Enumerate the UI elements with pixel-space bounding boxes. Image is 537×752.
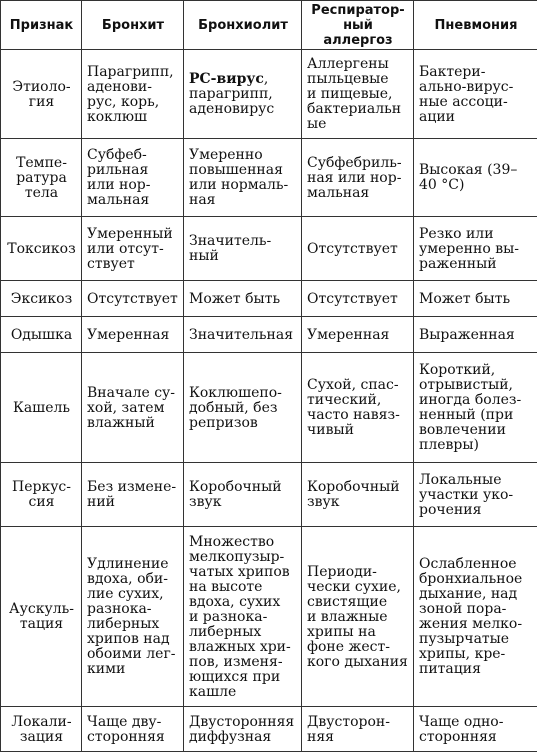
- table-cell-bronchiolitis: Множество мелкопузыр- чатых хрипов на высоте вдоха, сухих и разнока- либерных влажных хри- пов, изменя- ющихся при кашле: [184, 527, 302, 707]
- bronchiolitis-etiology-rest: , парагрипп, аденовирус: [189, 71, 274, 117]
- table-row-etiology: [1, 50, 537, 139]
- table-cell-bronchitis: Вначале су- хой, затем влажный: [82, 353, 184, 463]
- table-cell-pneumonia: Может быть: [414, 281, 537, 317]
- table-row-auscultation: [1, 527, 537, 707]
- table-cell-bronchiolitis: Двусторонняя диффузная: [184, 707, 302, 752]
- table-row-toxicosis: [1, 217, 537, 281]
- table-cell-pneumonia: Локальные участки уко- рочения: [414, 463, 537, 527]
- table-cell-bronchiolitis: Значительная: [184, 317, 302, 353]
- table-cell-respiratory-allergosis: Аллергены пыльцевые и пищевые, бактериальные: [302, 50, 414, 139]
- header-bronchiolitis: Бронхиолит: [184, 1, 302, 50]
- table-cell-respiratory-allergosis: Умеренная: [302, 317, 414, 353]
- table-cell-bronchitis: Удлинение вдоха, оби- лие сухих, разнока- либерных хрипов над обоими лег- кими: [82, 527, 184, 707]
- table-row-exicosis: [1, 281, 537, 317]
- table-cell-bronchitis: Умеренный или отсут- ствует: [82, 217, 184, 281]
- row-feature-label: Перкус- сия: [1, 463, 82, 527]
- row-feature-label: Темпе- ратура тела: [1, 139, 82, 217]
- table-cell-pneumonia: Бактери- ально-вирус- ные ассоци- ации: [414, 50, 537, 139]
- table-cell-pneumonia: Резко или умеренно вы- раженный: [414, 217, 537, 281]
- header-respiratory-allergosis: Респиратор- ный аллергоз: [302, 1, 414, 50]
- table-cell-bronchitis: Чаще дву- сторонняя: [82, 707, 184, 752]
- row-feature-label: Локали- зация: [1, 707, 82, 752]
- row-feature-label: Кашель: [1, 353, 82, 463]
- rs-virus-bold-text: РС-вирус: [189, 71, 264, 87]
- table-cell-respiratory-allergosis: Отсутствует: [302, 281, 414, 317]
- table-cell-bronchiolitis: [184, 50, 302, 139]
- table-cell-pneumonia: Высокая (39– 40 °С): [414, 139, 537, 217]
- table-cell-respiratory-allergosis: Двусторон- няя: [302, 707, 414, 752]
- row-feature-label: Эксикоз: [1, 281, 82, 317]
- table-cell-bronchitis: Без измене- ний: [82, 463, 184, 527]
- table-cell-respiratory-allergosis: Субфебриль- ная или нор- мальная: [302, 139, 414, 217]
- table-cell-respiratory-allergosis: Коробочный звук: [302, 463, 414, 527]
- table-cell-respiratory-allergosis: Отсутствует: [302, 217, 414, 281]
- row-feature-label: Аускуль- тация: [1, 527, 82, 707]
- table-cell-pneumonia: Короткий, отрывистый, иногда болез- ненный (при вовлечении плевры): [414, 353, 537, 463]
- table-row-percussion: [1, 463, 537, 527]
- header-feature: Признак: [1, 1, 82, 50]
- table-cell-bronchitis: Умеренная: [82, 317, 184, 353]
- table-cell-bronchitis: Парагрипп, аденови- рус, корь, коклюш: [82, 50, 184, 139]
- table-cell-pneumonia: Чаще одно- сторонняя: [414, 707, 537, 752]
- table-cell-pneumonia: Выраженная: [414, 317, 537, 353]
- row-feature-label: Этиоло- гия: [1, 50, 82, 139]
- table-cell-respiratory-allergosis: Периоди- чески сухие, свистящие и влажные хрипы на фоне жест- кого дыхания: [302, 527, 414, 707]
- header-pneumonia: Пневмония: [414, 1, 537, 50]
- header-bronchitis: Бронхит: [82, 1, 184, 50]
- table-cell-bronchiolitis: Значитель- ный: [184, 217, 302, 281]
- table-row-localization: [1, 707, 537, 752]
- table-row-cough: [1, 353, 537, 463]
- row-feature-label: Одышка: [1, 317, 82, 353]
- table-row-dyspnea: [1, 317, 537, 353]
- table-cell-bronchiolitis: Может быть: [184, 281, 302, 317]
- table-cell-bronchiolitis: Умеренно повышенная или нормаль- ная: [184, 139, 302, 217]
- table-cell-bronchiolitis: Коробочный звук: [184, 463, 302, 527]
- header-row: [1, 1, 537, 50]
- table-cell-bronchitis: Отсутствует: [82, 281, 184, 317]
- table-row-temperature: [1, 139, 537, 217]
- table-cell-respiratory-allergosis: Сухой, спас- тический, часто навяз- чивый: [302, 353, 414, 463]
- table-cell-bronchiolitis: Коклюшепо- добный, без репризов: [184, 353, 302, 463]
- table-cell-bronchitis: Субфеб- рильная или нор- мальная: [82, 139, 184, 217]
- row-feature-label: Токсикоз: [1, 217, 82, 281]
- table-cell-pneumonia: Ослабленное бронхиальное дыхание, над зоной пора- жения мелко- пузырчатые хрипы, кре- питация: [414, 527, 537, 707]
